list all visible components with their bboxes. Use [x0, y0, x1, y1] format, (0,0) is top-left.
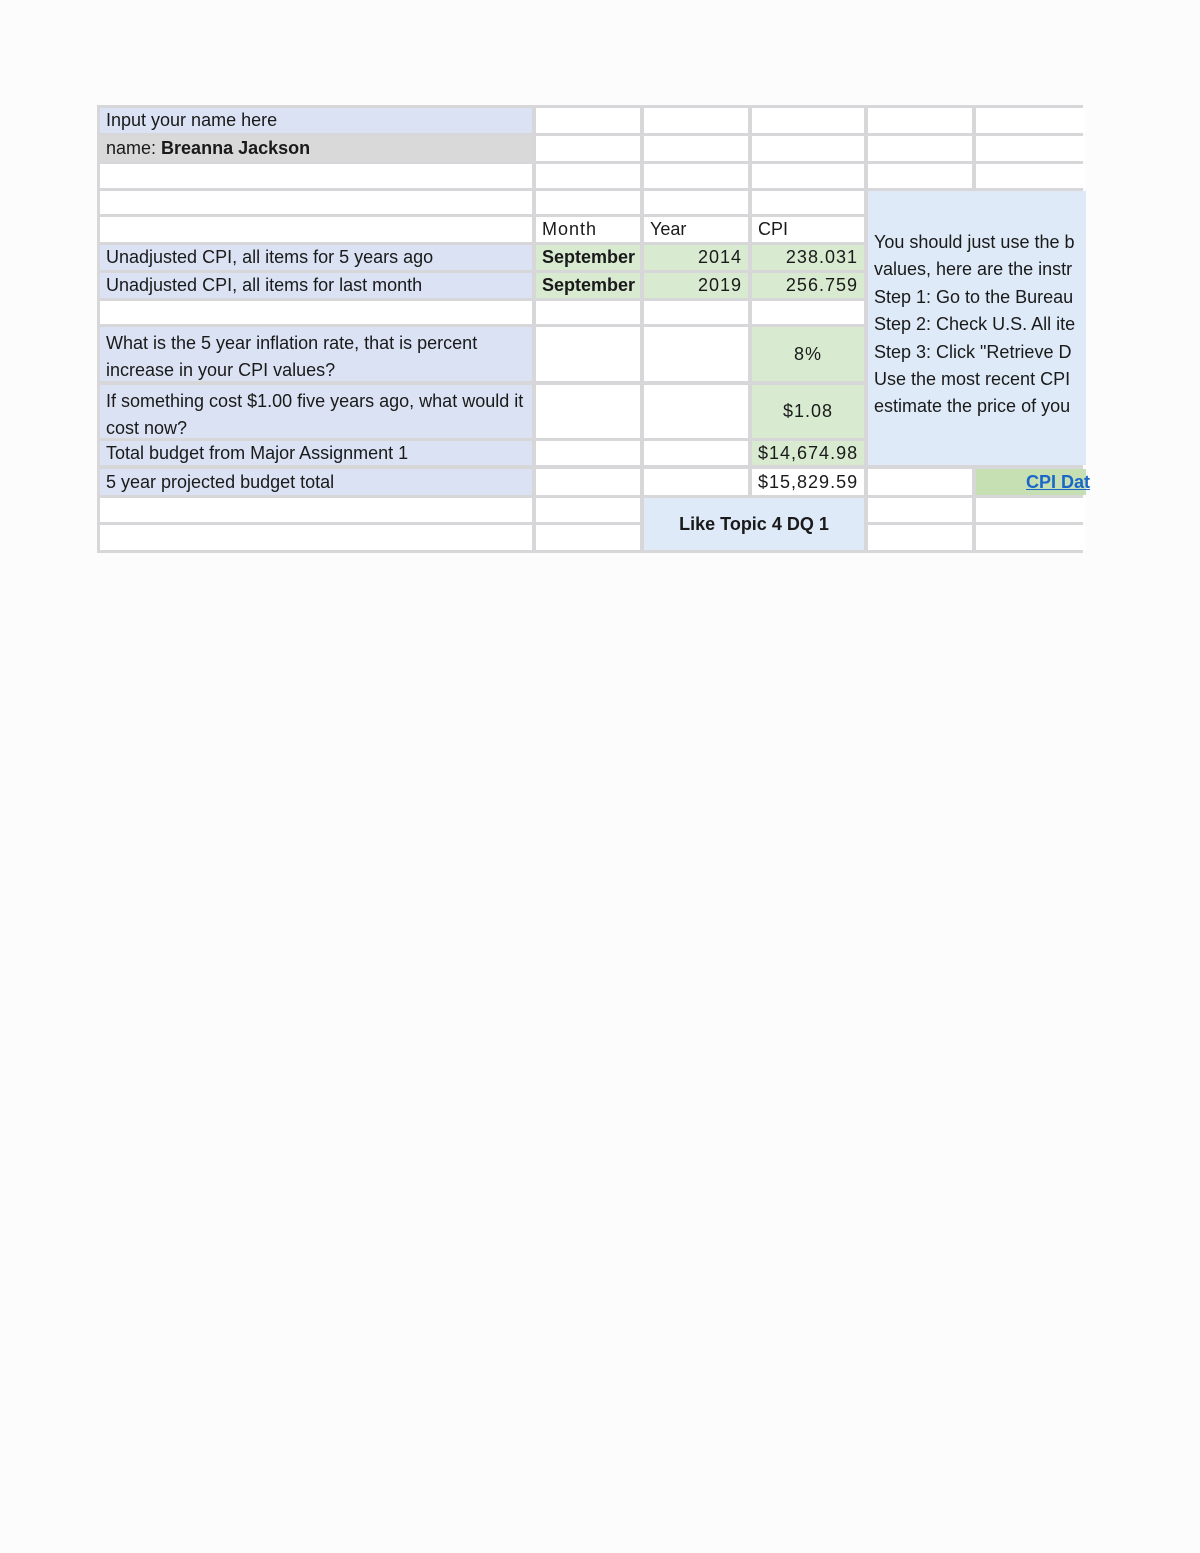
- empty-cell[interactable]: [100, 191, 532, 214]
- empty-cell[interactable]: [752, 164, 864, 188]
- year-header[interactable]: Year: [644, 217, 748, 242]
- empty-cell[interactable]: [868, 525, 972, 550]
- instruction-line: values, here are the instr: [874, 259, 1073, 280]
- empty-cell[interactable]: [868, 108, 972, 133]
- cpi-data-link[interactable]: CPI Dat: [976, 469, 1086, 495]
- empty-cell[interactable]: [644, 469, 748, 495]
- empty-cell[interactable]: [100, 498, 532, 522]
- year-value[interactable]: 2019: [644, 273, 748, 298]
- empty-cell[interactable]: [644, 385, 748, 438]
- empty-cell[interactable]: [644, 441, 748, 465]
- adjusted-cost-value[interactable]: $1.08: [752, 385, 864, 438]
- instruction-line: Step 1: Go to the Bureau: [874, 286, 1074, 307]
- cost-question[interactable]: If something cost $1.00 five years ago, what would it cost now?: [100, 385, 532, 438]
- budget-label[interactable]: Total budget from Major Assignment 1: [100, 441, 532, 465]
- empty-cell[interactable]: [100, 164, 532, 188]
- name-label: name:: [106, 138, 157, 158]
- month-header[interactable]: Month: [536, 217, 640, 242]
- empty-cell[interactable]: [536, 327, 640, 381]
- empty-cell[interactable]: [976, 136, 1086, 161]
- name-prompt-cell[interactable]: Input your name here: [100, 108, 532, 133]
- instruction-line: Step 3: Click "Retrieve D: [874, 341, 1072, 362]
- empty-cell[interactable]: [868, 136, 972, 161]
- empty-cell[interactable]: [536, 108, 640, 133]
- cpi-row-label[interactable]: Unadjusted CPI, all items for 5 years ago: [100, 245, 532, 270]
- empty-cell[interactable]: [644, 301, 748, 324]
- empty-cell[interactable]: [976, 164, 1086, 188]
- empty-cell[interactable]: [976, 108, 1086, 133]
- empty-cell[interactable]: [644, 136, 748, 161]
- empty-cell[interactable]: [976, 498, 1086, 522]
- month-value[interactable]: September: [536, 245, 640, 270]
- empty-cell[interactable]: [644, 108, 748, 133]
- month-value[interactable]: September: [536, 273, 640, 298]
- empty-cell[interactable]: [644, 327, 748, 381]
- empty-cell[interactable]: [868, 164, 972, 188]
- empty-cell[interactable]: [536, 164, 640, 188]
- empty-cell[interactable]: [644, 191, 748, 214]
- empty-cell[interactable]: [536, 191, 640, 214]
- empty-cell[interactable]: [868, 498, 972, 522]
- empty-cell[interactable]: [536, 301, 640, 324]
- empty-cell[interactable]: [644, 164, 748, 188]
- instruction-line: Use the most recent CPI: [874, 369, 1071, 390]
- empty-cell[interactable]: [100, 525, 532, 550]
- empty-cell[interactable]: [100, 301, 532, 324]
- empty-cell[interactable]: [752, 108, 864, 133]
- empty-cell[interactable]: [752, 191, 864, 214]
- empty-cell[interactable]: [536, 136, 640, 161]
- inflation-question[interactable]: What is the 5 year inflation rate, that is percent increase in your CPI values?: [100, 327, 532, 381]
- cpi-row-label[interactable]: Unadjusted CPI, all items for last month: [100, 273, 532, 298]
- cpi-header[interactable]: CPI: [752, 217, 864, 242]
- empty-cell[interactable]: [536, 469, 640, 495]
- instruction-line: Step 2: Check U.S. All ite: [874, 314, 1076, 335]
- projected-budget-label[interactable]: 5 year projected budget total: [100, 469, 532, 495]
- student-name-cell[interactable]: [100, 136, 532, 161]
- empty-cell[interactable]: [536, 525, 640, 550]
- cpi-value[interactable]: 256.759: [752, 273, 864, 298]
- empty-cell[interactable]: [752, 136, 864, 161]
- instruction-line: estimate the price of you: [874, 396, 1071, 417]
- instruction-line: You should just use the b: [874, 232, 1075, 252]
- empty-cell[interactable]: [536, 385, 640, 438]
- empty-cell[interactable]: [536, 498, 640, 522]
- inflation-rate-value[interactable]: 8%: [752, 327, 864, 381]
- empty-cell[interactable]: [100, 217, 532, 242]
- cpi-value[interactable]: 238.031: [752, 245, 864, 270]
- budget-value[interactable]: $14,674.98: [752, 441, 864, 465]
- name-value: Breanna Jackson: [161, 138, 311, 158]
- empty-cell[interactable]: [868, 469, 972, 495]
- topic-note[interactable]: Like Topic 4 DQ 1: [644, 498, 864, 550]
- year-value[interactable]: 2014: [644, 245, 748, 270]
- empty-cell[interactable]: [536, 441, 640, 465]
- instructions-note[interactable]: [868, 191, 1086, 465]
- projected-budget-value[interactable]: $15,829.59: [752, 469, 864, 495]
- empty-cell[interactable]: [752, 301, 864, 324]
- spreadsheet: [97, 105, 1091, 553]
- empty-cell[interactable]: [976, 525, 1086, 550]
